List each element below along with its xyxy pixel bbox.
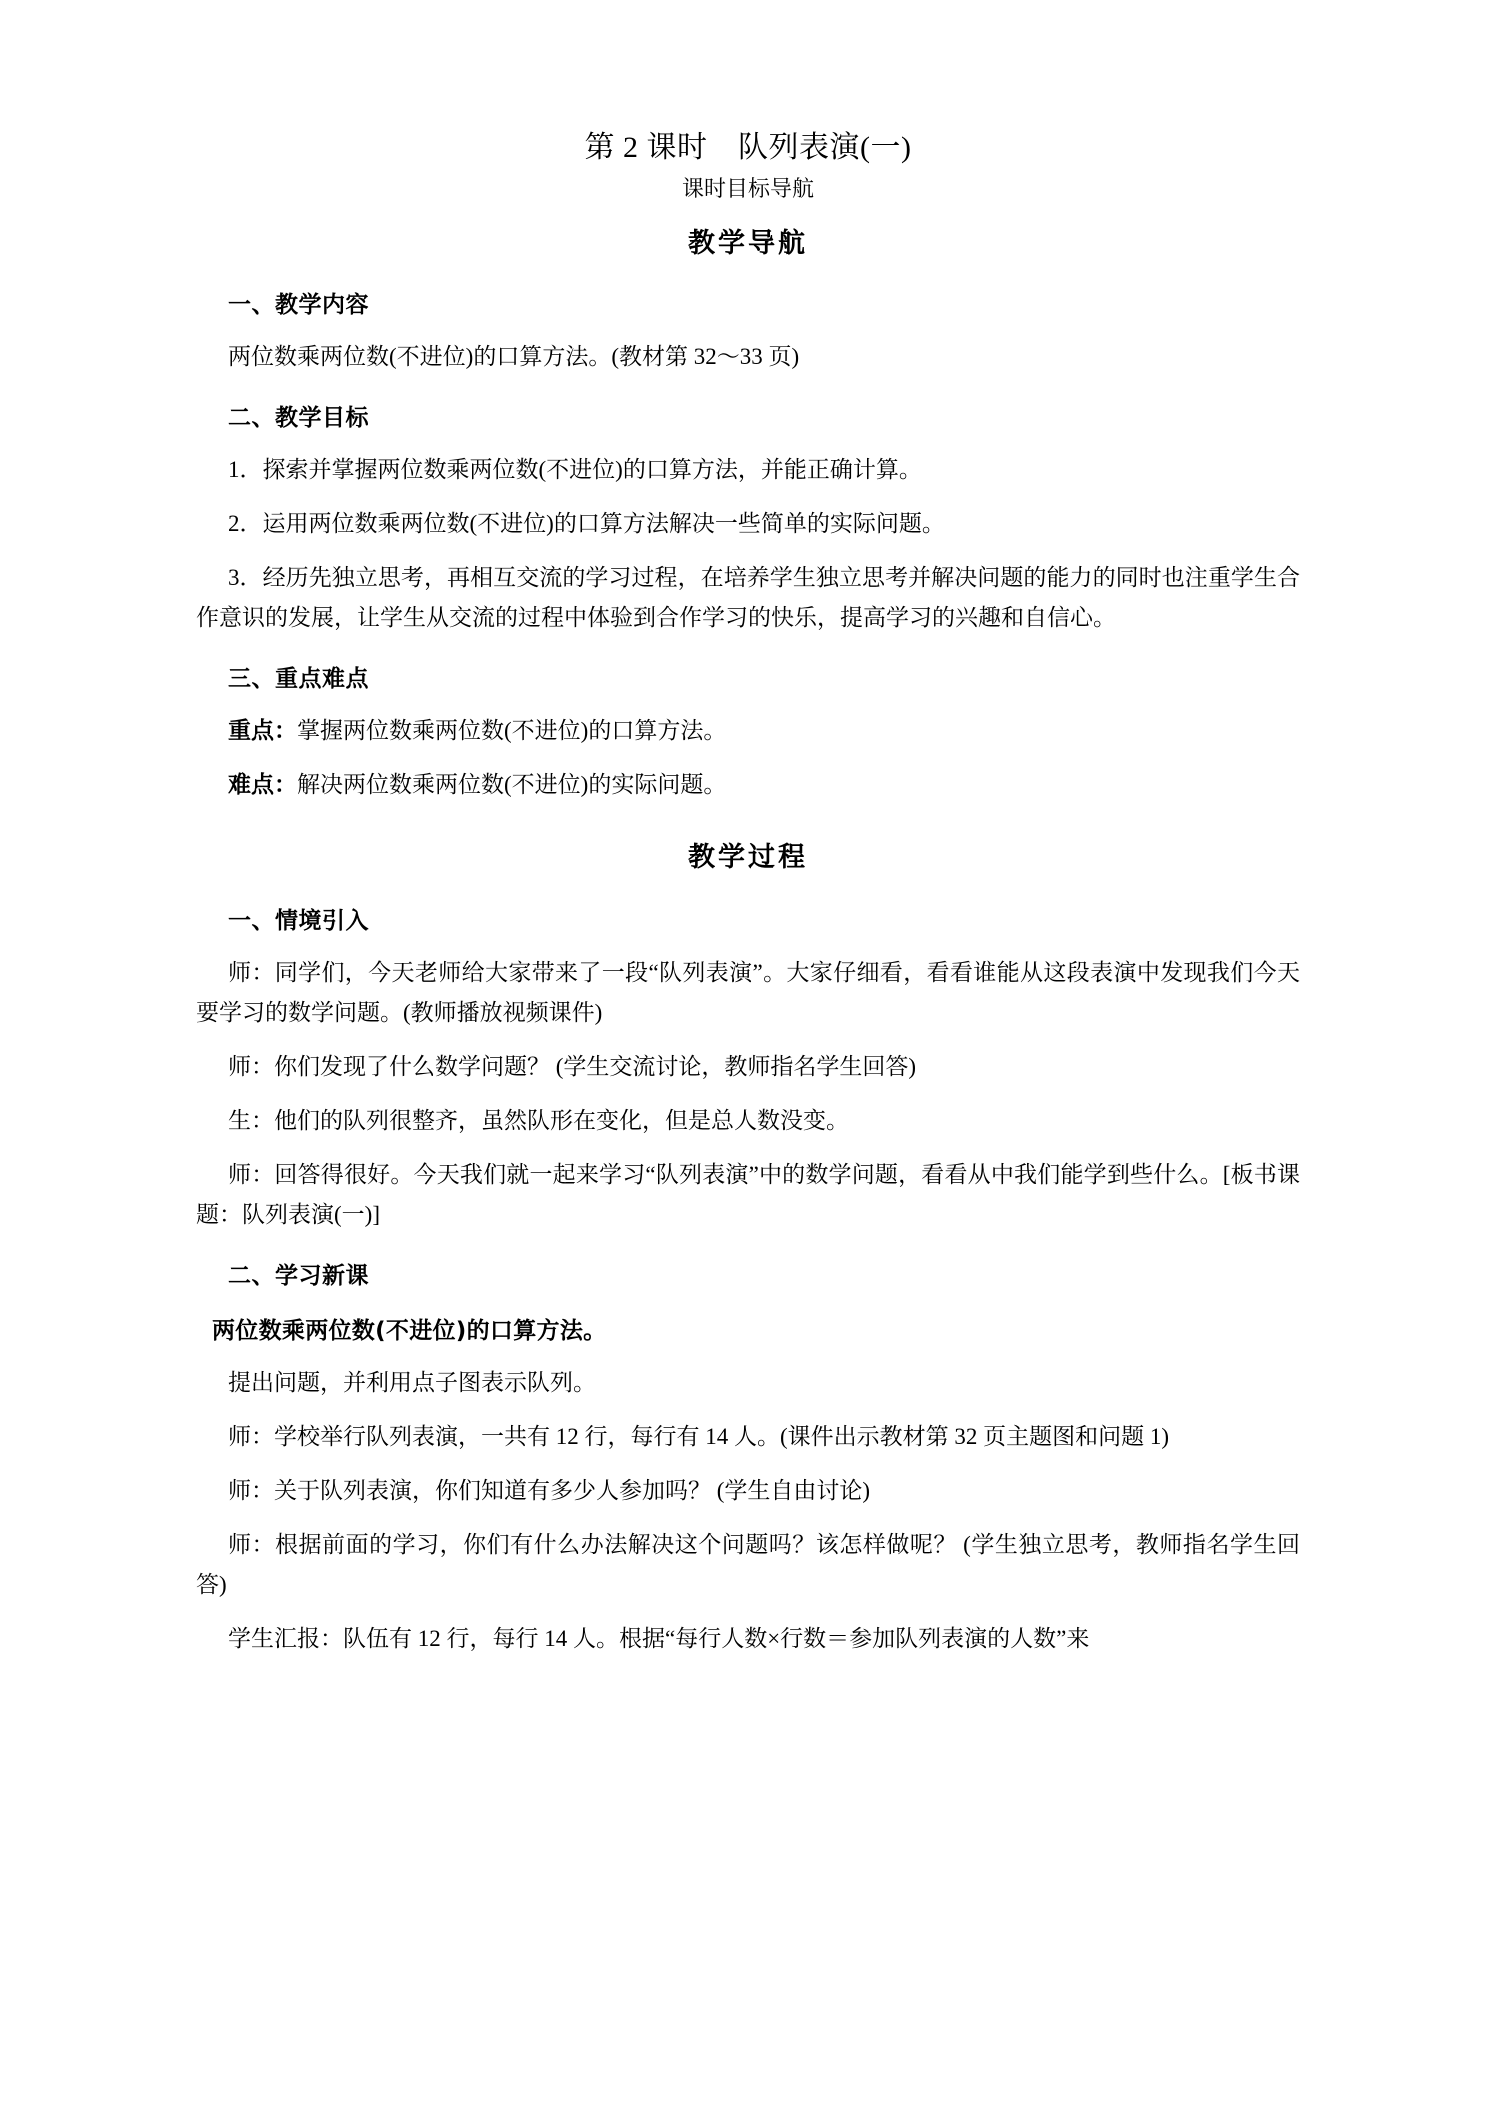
key-point-text: 掌握两位数乘两位数(不进位)的口算方法。	[297, 718, 727, 744]
new-lesson-line: 学生汇报：队伍有 12 行，每行 14 人。根据“每行人数×行数＝参加队列表演的人数”来	[228, 1626, 1090, 1652]
new-lesson-subheading: 两位数乘两位数(不进位)的口算方法。	[212, 1318, 607, 1345]
section-heading-teaching-content: 一、教学内容	[228, 292, 369, 319]
teaching-content-body: 两位数乘两位数(不进位)的口算方法。(教材第 32～33 页)	[228, 344, 800, 370]
section-heading-new-lesson: 二、学习新课	[228, 1263, 369, 1290]
objective-item: 1．探索并掌握两位数乘两位数(不进位)的口算方法，并能正确计算。	[228, 457, 922, 483]
situation-line: 生：他们的队列很整齐，虽然队形在变化，但是总人数没变。	[228, 1108, 849, 1134]
banner-teaching-guide: 教学导航	[688, 228, 808, 259]
section-heading-teaching-objectives: 二、教学目标	[228, 405, 369, 432]
situation-line: 师：回答得很好。今天我们就一起来学习“队列表演”中的数学问题，看看从中我们能学到些什么。[板书课题：队列表演(一)]	[196, 1162, 1300, 1228]
new-lesson-line: 师：根据前面的学习，你们有什么办法解决这个问题吗？该怎样做呢？ (学生独立思考，教师指名学生回答)	[196, 1532, 1300, 1598]
difficult-point-text: 解决两位数乘两位数(不进位)的实际问题。	[297, 772, 727, 798]
section-heading-key-difficult-points: 三、重点难点	[228, 666, 369, 693]
key-point-label: 重点：	[228, 718, 297, 745]
new-lesson-line: 师：学校举行队列表演，一共有 12 行，每行有 14 人。(课件出示教材第 32 页主题图和问题 1)	[228, 1424, 1170, 1450]
section-heading-situation-intro: 一、情境引入	[228, 908, 369, 935]
difficult-point-label: 难点：	[228, 772, 297, 799]
new-lesson-line: 师：关于队列表演，你们知道有多少人参加吗？ (学生自由讨论)	[228, 1478, 871, 1504]
banner-teaching-process: 教学过程	[688, 842, 808, 873]
page-subtitle: 课时目标导航	[681, 176, 814, 202]
page-title: 第 2 课时 队列表演(一)	[584, 131, 912, 164]
difficult-point-line	[196, 765, 1300, 805]
situation-line: 师：你们发现了什么数学问题？ (学生交流讨论，教师指名学生回答)	[228, 1054, 917, 1080]
objective-item: 3．经历先独立思考，再相互交流的学习过程，在培养学生独立思考并解决问题的能力的同时也注重学生合作意识的发展，让学生从交流的过程中体验到合作学习的快乐，提高学习的兴趣和自信心。	[196, 565, 1300, 631]
situation-line: 师：同学们，今天老师给大家带来了一段“队列表演”。大家仔细看，看看谁能从这段表演中发现我们今天要学习的数学问题。(教师播放视频课件)	[196, 960, 1300, 1026]
key-point-line	[196, 711, 1300, 751]
new-lesson-line: 提出问题，并利用点子图表示队列。	[228, 1370, 596, 1396]
objective-item: 2．运用两位数乘两位数(不进位)的口算方法解决一些简单的实际问题。	[228, 511, 945, 537]
page-content	[196, 128, 1300, 1673]
